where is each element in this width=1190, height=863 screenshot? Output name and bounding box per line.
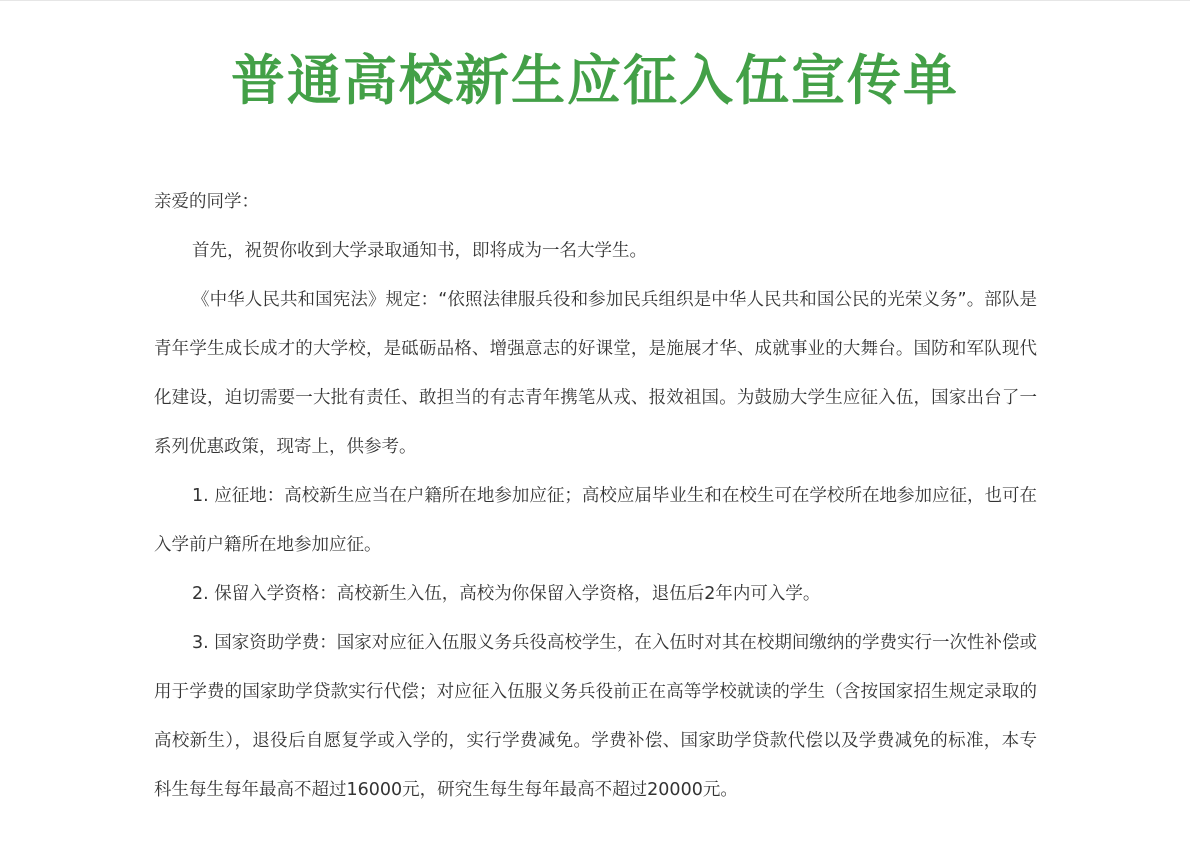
paragraph-constitution: 《中华人民共和国宪法》规定：“依照法律服兵役和参加民兵组织是中华人民共和国公民的光荣义务”。部队是青年学生成长成才的大学校，是砥砺品格、增强意志的好课堂，是施展才华、成就事业的大舞台。国防和军队现代化建设，迫切需要一大批有责任、敢担当的有志青年携笔从戎、报效祖国。为鼓励大学生应征入伍，国家出台了一系列优惠政策，现寄上，供参考。 [154, 290, 1037, 457]
paragraph-policy-3-tuition-aid: 3. 国家资助学费：国家对应征入伍服义务兵役高校学生，在入伍时对其在校期间缴纳的学费实行一次性补偿或用于学费的国家助学贷款实行代偿；对应征入伍服义务兵役前正在高等学校就读的学生（含按国家招生规定录取的高校新生），退役后自愿复学或入学的，实行学费减免。学费补偿、国家助学贷款代偿以及学费减免的标准，本专科生每生每年最高不超过16000元，研究生每生每年最高不超过20000元。 [154, 633, 1037, 800]
page-title: 普通高校新生应征入伍宣传单 [231, 48, 959, 112]
greeting: 亲爱的同学： [154, 192, 259, 212]
paragraph-policy-1-enlistment-location: 1. 应征地：高校新生应当在户籍所在地参加应征；高校应届毕业生和在校生可在学校所在地参加应征，也可在入学前户籍所在地参加应征。 [154, 486, 1037, 555]
document-body [154, 178, 1037, 815]
paragraph-policy-2-reserved-admission: 2. 保留入学资格：高校新生入伍，高校为你保留入学资格，退伍后2年内可入学。 [192, 584, 821, 604]
paragraph-congratulations: 首先，祝贺你收到大学录取通知书，即将成为一名大学生。 [192, 241, 647, 261]
top-divider [0, 0, 1190, 1]
